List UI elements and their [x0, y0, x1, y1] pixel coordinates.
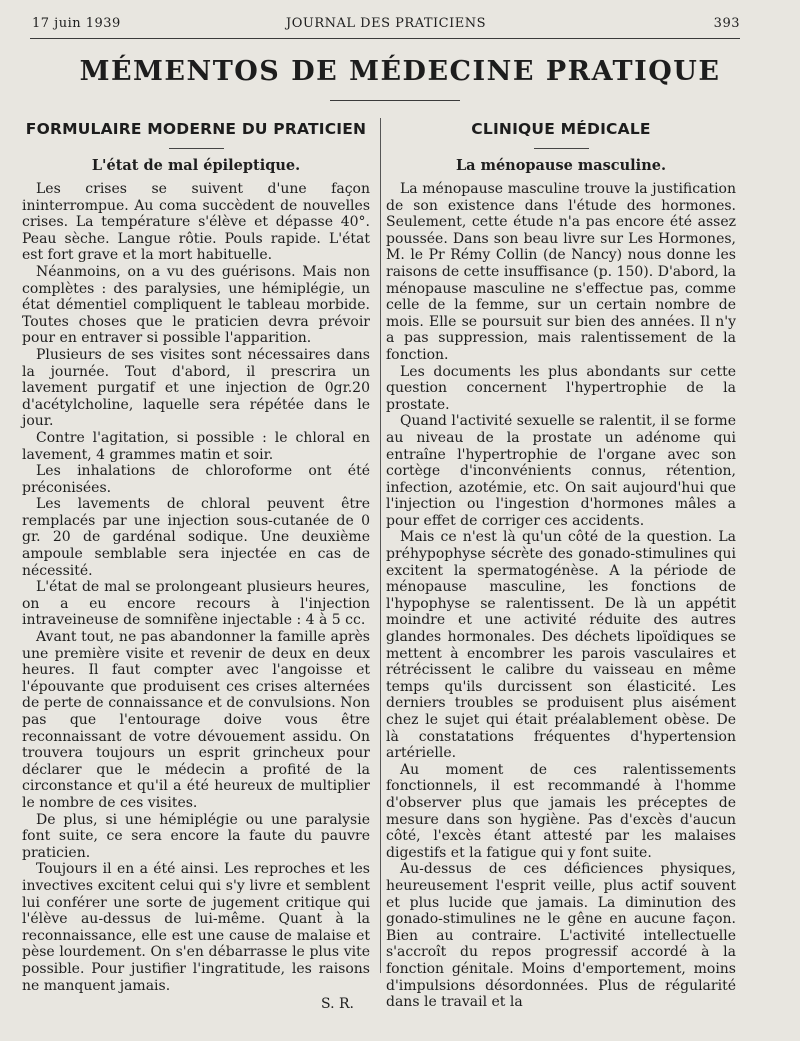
paragraph: De plus, si une hémiplégie ou une paralysie font suite, ce sera encore la faute du pauvre praticien.: [22, 811, 370, 861]
paragraph: Au moment de ces ralentissements fonctionnels, il est recommandé à l'homme d'observer plus que jamais les préceptes de mesure dans son hygiène. Pas d'excès d'aucun côté, l'excès étant attesté par les malaises digestifs et la fatigue qui y font suite.: [386, 761, 736, 861]
page-number: 393: [713, 16, 740, 31]
paragraph: Les lavements de chloral peuvent être remplacés par une injection sous-cutanée de 0 gr. 20 de gardénal sodique. Une deuxième ampoule semblable sera injectée en cas de nécessité.: [22, 496, 370, 579]
article-title-right: La ménopause masculine.: [455, 157, 667, 174]
article-body-left: [22, 181, 370, 994]
paragraph: L'état de mal se prolongeant plusieurs heures, on a eu encore recours à l'injection intraveineuse de somnifène injectable : 4 à 5 cc.: [22, 579, 370, 629]
section-rule-right: [534, 148, 589, 149]
section-rule-left: [169, 148, 224, 149]
paragraph: Les documents les plus abondants sur cette question concernent l'hypertrophie de la prostate.: [386, 363, 736, 413]
signature: S. R.: [321, 996, 354, 1013]
paragraph: Les crises se suivent d'une façon ininterrompue. Au coma succèdent de nouvelles crises. La température s'élève et dépasse 40°. Peau sèche. Langue rôtie. Pouls rapide. L'état est fort grave et la mort habituelle.: [22, 181, 370, 264]
paragraph: Les inhalations de chloroforme ont été préconisées.: [22, 463, 370, 496]
page-title: MÉMENTOS DE MÉDECINE PRATIQUE: [79, 56, 721, 87]
paragraph: Contre l'agitation, si possible : le chloral en lavement, 4 grammes matin et soir.: [22, 429, 370, 463]
column-divider: [380, 118, 381, 973]
right-column: [386, 120, 736, 1011]
issue-date: 17 juin 1939: [32, 16, 121, 31]
header-rule: [30, 38, 740, 39]
left-column: [22, 120, 370, 1012]
article-title-left: L'état de mal épileptique.: [91, 157, 301, 174]
paragraph: Toujours il en a été ainsi. Les reproches et les invectives excitent celui qui s'y livre et semblent lui conférer une sorte de jugement critique qui l'élève au-dessus de lui-même. Quant à la reconnaissance, elle est une cause de malaise et pèse lourdement. On s'en débarrasse le plus vite possible. Pour justifier l'ingratitude, les raisons ne manquent jamais.: [22, 861, 370, 994]
paragraph: Mais ce n'est là qu'un côté de la question. La préhypophyse sécrète des gonado-stimulines qui excitent la spermatogénèse. A la période de ménopause masculine, les fonctions de l'hypophyse se ralentissent. De là un appétit moindre et une activité réduite des autres glandes hormonales. Des déchets lipoïdiques se mettent à encombrer les parois vasculaires et rétrécissent le calibre du vaisseau en même temps qu'ils durcissent son élasticité. Les derniers troubles se produisent plus aisément chez le sujet qui était préalablement obèse. De là constatations fréquentes d'hypertension artérielle.: [386, 529, 736, 762]
paragraph: Au-dessus de ces déficiences physiques, heureusement l'esprit veille, plus actif souvent et plus lucide que jamais. La diminution des gonado-stimulines ne le gêne en aucune façon. Bien au contraire. L'activité intellectuelle s'accroît du repos progressif accordé à la fonction génitale. Moins d'emportement, moins d'impulsions désordonnées. Plus de régularité dans le travail et la: [386, 861, 736, 1011]
paragraph: Néanmoins, on a vu des guérisons. Mais non complètes : des paralysies, une hémiplégie, un état démentiel compliquent le tableau morbide. Toutes choses que le praticien devra prévoir pour en entraver si possible l'apparition.: [22, 263, 370, 347]
section-heading-right: CLINIQUE MÉDICALE: [471, 120, 651, 138]
section-heading-left: FORMULAIRE MODERNE DU PRATICIEN: [25, 120, 367, 138]
paragraph: La ménopause masculine trouve la justification de son existence dans l'étude des hormones. Seulement, cette étude n'a pas encore été assez poussée. Dans son beau livre sur Les Hormones, M. le Pr Rémy Collin (de Nancy) nous donne les raisons de cette insuffisance (p. 150). D'abord, la ménopause masculine ne s'effectue pas, comme celle de la femme, sur un certain nombre de mois. Elle se poursuit sur bien des années. Il n'y a pas suppression, mais ralentissement de la fonction.: [386, 181, 736, 363]
paragraph: Quand l'activité sexuelle se ralentit, il se forme au niveau de la prostate un adénome qui entraîne l'hypertrophie de l'organe avec son cortège d'inconvénients connus, rétention, infection, azotémie, etc. On sait aujourd'hui que l'injection ou l'ingestion d'hormones mâles a pour effet de corriger ces accidents.: [386, 413, 736, 529]
title-rule: [330, 100, 460, 101]
journal-name: JOURNAL DES PRATICIENS: [286, 16, 486, 31]
paragraph: Plusieurs de ses visites sont nécessaires dans la journée. Tout d'abord, il prescrira un lavement purgatif et une injection de 0gr.20 d'acétylcholine, laquelle sera répétée dans le jour.: [22, 346, 370, 430]
paragraph: Avant tout, ne pas abandonner la famille après une première visite et revenir de deux en deux heures. Il faut compter avec l'angoisse et l'épouvante que produisent ces crises alternées de perte de connaissance et de convulsions. Non pas que l'entourage doive vous être reconnaissant de votre dévouement assidu. On trouvera toujours un esprit grincheux pour déclarer que le médecin a profité de la circonstance et qu'il a été heureux de multiplier le nombre de ces visites.: [22, 629, 370, 811]
article-body-right: [386, 181, 736, 1011]
